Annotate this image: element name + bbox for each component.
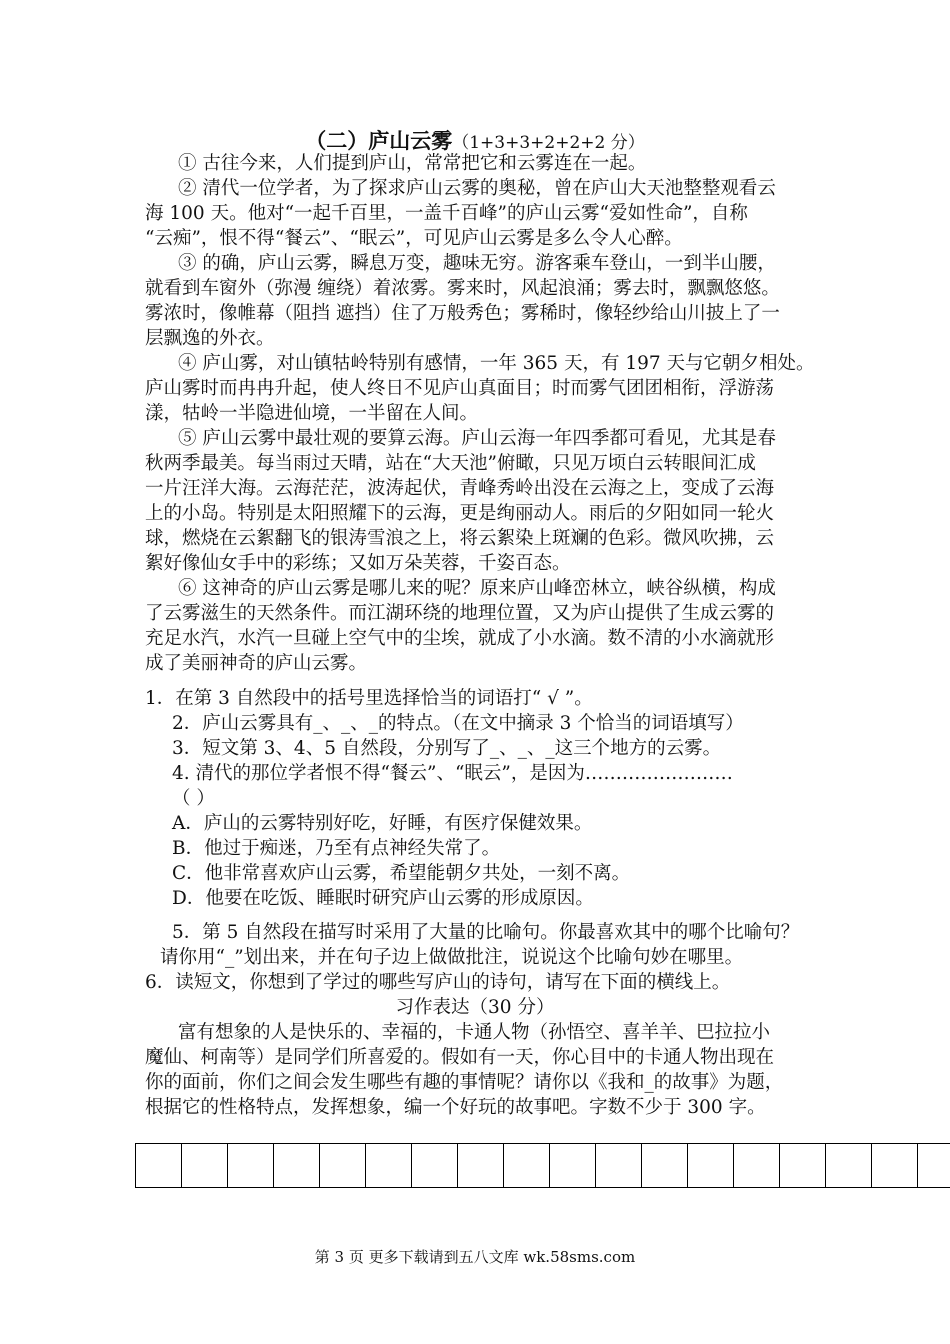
page-footer: 第 3 页 更多下载请到五八文库 wk.58sms.com xyxy=(314,1248,636,1266)
grid-cell[interactable] xyxy=(550,1143,596,1188)
passage-line: 庐山雾时而冉冉升起，使人终日不见庐山真面目；时而雾气团团相衔，浮游荡 xyxy=(145,378,775,399)
grid-cell[interactable] xyxy=(826,1143,872,1188)
passage-line: ① 古往今来，人们提到庐山，常常把它和云雾连在一起。 xyxy=(178,153,647,174)
question-1: 1．在第 3 自然段中的括号里选择恰当的词语打“ √ ”。 xyxy=(145,688,593,709)
grid-cell[interactable] xyxy=(228,1143,274,1188)
question-2: 2．庐山云雾具有_、_、_的特点。（在文中摘录 3 个恰当的词语填写） xyxy=(172,713,744,734)
passage-line: 一片汪洋大海。云海茫茫，波涛起伏，青峰秀岭出没在云海之上，变成了云海 xyxy=(145,478,775,499)
grid-cell[interactable] xyxy=(182,1143,228,1188)
answer-bracket: （ ） xyxy=(172,788,215,809)
passage-line: 充足水汽，水汽一旦碰上空气中的尘埃，就成了小水滴。数不清的小水滴就形 xyxy=(145,628,775,649)
section-title-text: （二）庐山云雾 xyxy=(305,128,453,153)
grid-cell[interactable] xyxy=(136,1143,182,1188)
passage-line: 漾，牯岭一半隐进仙境，一半留在人间。 xyxy=(145,403,479,424)
grid-cell[interactable] xyxy=(642,1143,688,1188)
writing-line: 魔仙、柯南等）是同学们所喜爱的。假如有一天，你心目中的卡通人物出现在 xyxy=(145,1047,775,1068)
writing-line: 富有想象的人是快乐的、幸福的，卡通人物（孙悟空、喜羊羊、巴拉拉小 xyxy=(178,1022,771,1043)
grid-cell[interactable] xyxy=(688,1143,734,1188)
grid-cell[interactable] xyxy=(918,1143,950,1188)
question-6: 6．读短文，你想到了学过的哪些写庐山的诗句，请写在下面的横线上。 xyxy=(145,972,731,993)
passage-line: 絮好像仙女手中的彩练；又如万朵芙蓉，千姿百态。 xyxy=(145,553,571,574)
option-b: B．他过于痴迷，乃至有点神经失常了。 xyxy=(172,838,501,859)
passage-line: 雾浓时，像帷幕（阻挡 遮挡）住了万般秀色；雾稀时，像轻纱给山川披上了一 xyxy=(145,303,780,324)
passage-line: 球，燃烧在云絮翻飞的银涛雪浪之上，将云絮染上斑斓的色彩。微风吹拂，云 xyxy=(145,528,775,549)
grid-cell[interactable] xyxy=(320,1143,366,1188)
passage-line: 上的小岛。特别是太阳照耀下的云海，更是绚丽动人。雨后的夕阳如同一轮火 xyxy=(145,503,775,524)
question-4: 4. 清代的那位学者恨不得“餐云”、“眠云”，是因为…………………… xyxy=(172,763,733,784)
passage-line: ⑥ 这神奇的庐山云雾是哪儿来的呢？原来庐山峰峦林立，峡谷纵横，构成 xyxy=(178,578,776,599)
grid-cell[interactable] xyxy=(458,1143,504,1188)
passage-line: 层飘逸的外衣。 xyxy=(145,328,275,349)
grid-cell[interactable] xyxy=(412,1143,458,1188)
passage-line: ④ 庐山雾，对山镇牯岭特别有感情，一年 365 天，有 197 天与它朝夕相处。 xyxy=(178,353,815,374)
question-5: 5．第 5 自然段在描写时采用了大量的比喻句。你最喜欢其中的哪个比喻句？ xyxy=(172,922,800,943)
section-points: （1+3+3+2+2+2 分） xyxy=(452,133,645,153)
option-a: A．庐山的云雾特别好吃，好睡，有医疗保健效果。 xyxy=(172,813,593,834)
question-5-cont: 请你用“_”划出来，并在句子边上做做批注，说说这个比喻句妙在哪里。 xyxy=(160,947,744,968)
passage-line: 了云雾滋生的天然条件。而江湖环绕的地理位置，又为庐山提供了生成云雾的 xyxy=(145,603,775,624)
passage-line: 就看到车窗外（弥漫 缠绕）着浓雾。雾来时，风起浪涌；雾去时，飘飘悠悠。 xyxy=(145,278,780,299)
grid-cell[interactable] xyxy=(872,1143,918,1188)
grid-cell[interactable] xyxy=(504,1143,550,1188)
passage-line: “云痴”，恨不得“餐云”、“眠云”，可见庐山云雾是多么令人心醉。 xyxy=(145,228,683,249)
writing-line: 你的面前，你们之间会发生哪些有趣的事情呢？请你以《我和_的故事》为题， xyxy=(145,1072,784,1093)
passage-line: ② 清代一位学者，为了探求庐山云雾的奥秘，曾在庐山大天池整整观看云 xyxy=(178,178,776,199)
grid-cell[interactable] xyxy=(734,1143,780,1188)
passage-line: 秋两季最美。每当雨过天晴，站在“大天池”俯瞰，只见万顷白云转眼间汇成 xyxy=(145,453,756,474)
passage-line: 海 100 天。他对“一起千百里，一盖千百峰”的庐山云雾“爱如性命”，自称 xyxy=(145,203,748,224)
passage-line: ⑤ 庐山云雾中最壮观的要算云海。庐山云海一年四季都可看见，尤其是春 xyxy=(178,428,776,449)
writing-title: 习作表达（30 分） xyxy=(395,997,555,1018)
writing-grid[interactable] xyxy=(135,1143,950,1188)
writing-line: 根据它的性格特点，发挥想象，编一个好玩的故事吧。字数不少于 300 字。 xyxy=(145,1097,766,1118)
grid-cell[interactable] xyxy=(596,1143,642,1188)
passage-line: 成了美丽神奇的庐山云雾。 xyxy=(145,653,368,674)
grid-cell[interactable] xyxy=(780,1143,826,1188)
passage-line: ③ 的确，庐山云雾，瞬息万变，趣味无穷。游客乘车登山，一到半山腰， xyxy=(178,253,776,274)
option-c: C．他非常喜欢庐山云雾，希望能朝夕共处，一刻不离。 xyxy=(172,863,631,884)
question-3: 3．短文第 3、4、5 自然段，分别写了_、_、_这三个地方的云雾。 xyxy=(172,738,722,759)
grid-cell[interactable] xyxy=(274,1143,320,1188)
option-d: D．他要在吃饭、睡眠时研究庐山云雾的形成原因。 xyxy=(172,888,594,909)
grid-cell[interactable] xyxy=(366,1143,412,1188)
